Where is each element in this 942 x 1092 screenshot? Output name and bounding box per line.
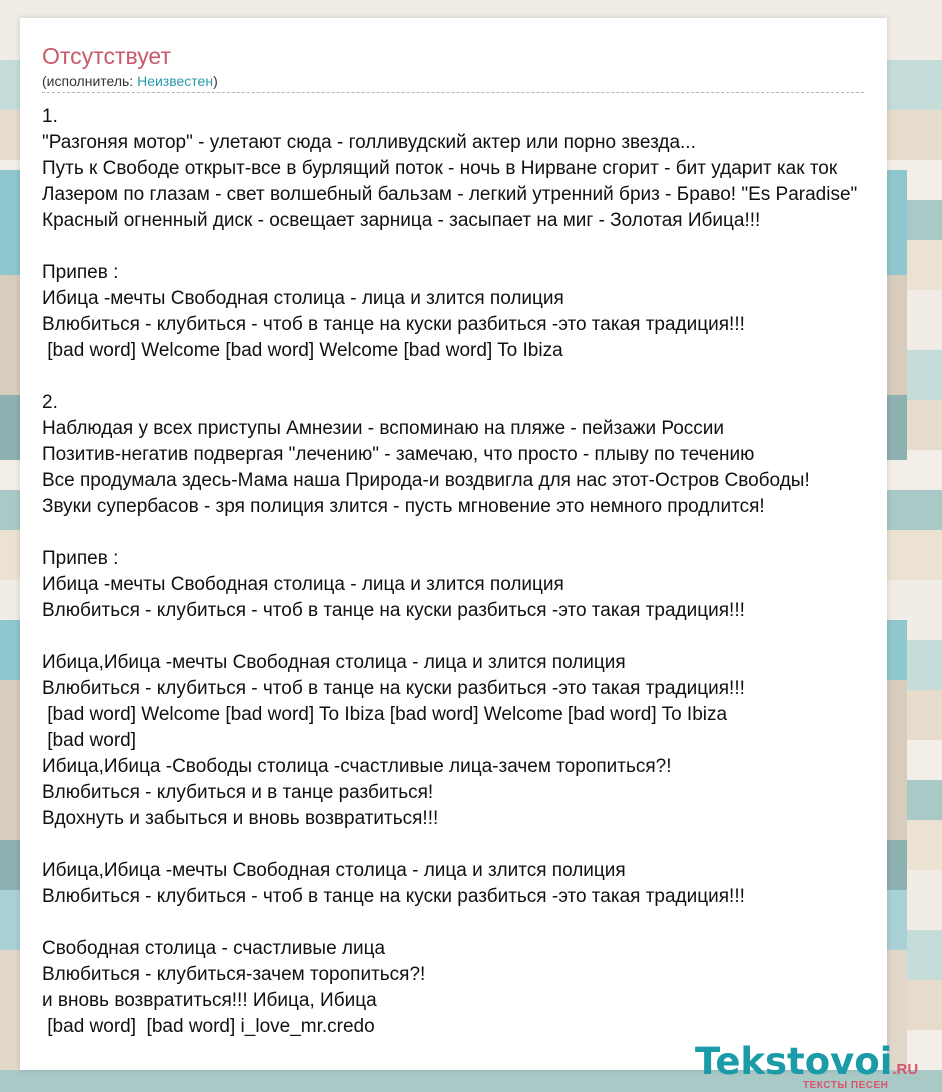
lyric-line: Влюбиться - клубиться - чтоб в танце на куски разбиться -это такая традиция!!!	[42, 314, 745, 335]
lyric-line: 2.	[42, 392, 58, 413]
header-divider	[42, 92, 864, 93]
logo-tld: .RU	[892, 1061, 919, 1078]
lyric-line: Влюбиться - клубиться - чтоб в танце на куски разбиться -это такая традиция!!!	[42, 600, 745, 621]
lyric-line: Все продумала здесь-Мама наша Природа-и воздвигла для нас этот-Остров Свободы!	[42, 470, 810, 491]
lyric-line: Ибица,Ибица -мечты Свободная столица - лица и злится полиция	[42, 652, 626, 673]
song-header	[42, 42, 864, 91]
lyric-line: Припев :	[42, 548, 119, 569]
lyric-line: Влюбиться - клубиться - чтоб в танце на куски разбиться -это такая традиция!!!	[42, 678, 745, 699]
lyric-line: Влюбиться - клубиться и в танце разбиться!	[42, 782, 434, 803]
lyric-line: [bad word] [bad word] i_love_mr.credo	[42, 1016, 375, 1037]
lyric-line	[42, 624, 942, 650]
logo-wordmark: Tekstovoi	[695, 1040, 893, 1083]
lyric-line: "Разгоняя мотор" - улетают сюда - голливудский актер или порно звезда...	[42, 132, 696, 153]
lyric-line: Путь к Свободе открыт-все в бурлящий поток - ночь в Нирване сгорит - бит ударит как ток	[42, 158, 838, 179]
lyrics-text	[42, 104, 942, 1040]
lyric-line: Припев :	[42, 262, 119, 283]
lyric-line: Ибица,Ибица -мечты Свободная столица - лица и злится полиция	[42, 860, 626, 881]
artist-prefix: (исполнитель:	[42, 73, 138, 89]
lyric-line: и вновь возвратиться!!! Ибица, Ибица	[42, 990, 377, 1011]
artist-link[interactable]: Неизвестен	[137, 73, 214, 89]
lyric-line: 1.	[42, 106, 58, 127]
lyric-line: Наблюдая у всех приступы Амнезии - вспоминаю на пляже - пейзажи России	[42, 418, 724, 439]
lyric-line: Ибица -мечты Свободная столица - лица и злится полиция	[42, 288, 564, 309]
lyric-line: [bad word] Welcome [bad word] To Ibiza [bad word] Welcome [bad word] To Ibiza	[42, 704, 728, 725]
logo-tagline: ТЕКСТЫ ПЕСЕН	[803, 1080, 889, 1091]
site-logo[interactable]	[695, 1040, 919, 1092]
lyric-line: [bad word] Welcome [bad word] Welcome [bad word] To Ibiza	[42, 340, 563, 361]
lyric-line: Влюбиться - клубиться-зачем торопиться?!	[42, 964, 426, 985]
lyric-line	[42, 234, 942, 260]
lyric-line: Свободная столица - счастливые лица	[42, 938, 386, 959]
artist-line	[42, 71, 864, 91]
lyric-line: Лазером по глазам - свет волшебный бальзам - легкий утренний бриз - Браво! "Es Paradise"	[42, 184, 858, 205]
lyric-line: Ибица,Ибица -Свободы столица -счастливые лица-зачем торопиться?!	[42, 756, 672, 777]
lyric-line	[42, 520, 942, 546]
lyrics-card	[20, 18, 919, 1091]
lyric-line: Звуки супербасов - зря полиция злится - пусть мгновение это немного продлится!	[42, 496, 765, 517]
lyric-line: Красный огненный диск - освещает зарница - засыпает на миг - Золотая Ибица!!!	[42, 210, 761, 231]
lyric-line: Позитив-негатив подвергая "лечению" - замечаю, что просто - плыву по течению	[42, 444, 755, 465]
lyric-line	[42, 832, 942, 858]
lyric-line: Ибица -мечты Свободная столица - лица и злится полиция	[42, 574, 564, 595]
lyric-line: Вдохнуть и забыться и вновь возвратиться!!!	[42, 808, 439, 829]
lyric-line	[42, 910, 942, 936]
lyric-line: [bad word]	[42, 730, 136, 751]
artist-suffix: )	[213, 73, 218, 89]
song-title: Отсутствует	[42, 43, 171, 69]
lyric-line: Влюбиться - клубиться - чтоб в танце на куски разбиться -это такая традиция!!!	[42, 886, 745, 907]
lyric-line	[42, 364, 942, 390]
